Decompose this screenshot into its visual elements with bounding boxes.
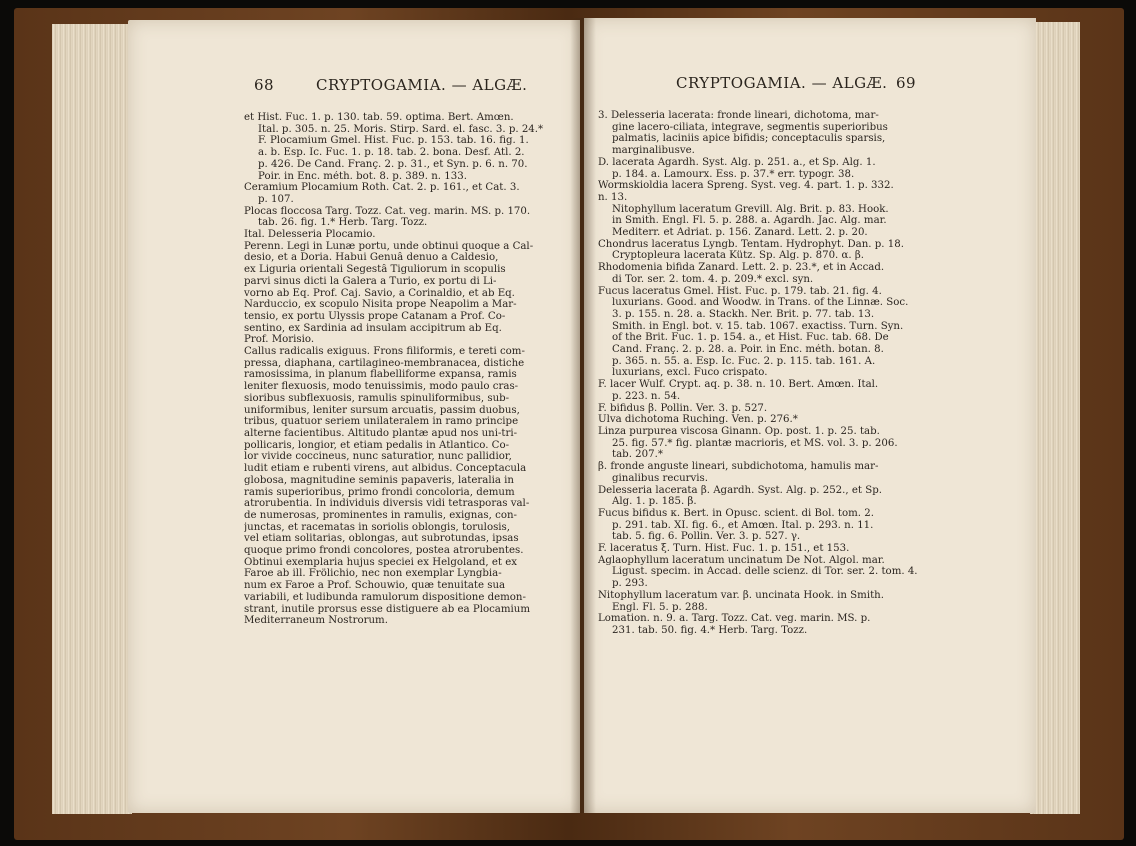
right-page-number: 69	[896, 74, 917, 92]
text-line: Mediterr. et Adriat. p. 156. Zanard. Lett. 2. p. 20.	[612, 227, 868, 239]
text-line: Fucus bifidus κ. Bert. in Opusc. scient. di Bol. tom. 2.	[598, 507, 874, 519]
text-line: tab. 26. fig. 1.* Herb. Targ. Tozz.	[258, 217, 428, 229]
text-line: num ex Faroe a Prof. Schouwio, quæ tenuitate sua	[244, 580, 506, 592]
text-line: alterne facientibus. Altitudo plantæ apud nos uni-tri-	[244, 427, 518, 439]
text-line: luxurians, excl. Fuco crispato.	[612, 367, 768, 379]
text-line: luxurians. Good. and Woodw. in Trans. of the Linnæ. Soc.	[612, 297, 909, 309]
text-line: gine lacero-ciliata, integrave, segmentis superioribus	[612, 121, 888, 133]
text-line: 3. Delesseria lacerata: fronde lineari, dichotoma, mar-	[598, 110, 879, 121]
text-line: Poir. in Enc. méth. bot. 8. p. 389. n. 133.	[258, 170, 467, 182]
text-line: Ligust. specim. in Accad. delle scienz. di Tor. ser. 2. tom. 4.	[612, 566, 918, 578]
right-page	[584, 18, 1036, 813]
text-line: Ital. Delesseria Plocamio.	[244, 229, 376, 241]
text-line: pressa, diaphana, cartilagineo-membranacea, distiche	[244, 357, 525, 369]
text-line: Prof. Morisio.	[244, 334, 315, 346]
text-line: leniter flexuosis, modo tenuissimis, modo paulo cras-	[244, 381, 519, 393]
text-line: F. Plocamium Gmel. Hist. Fuc. p. 153. tab. 16. fig. 1.	[258, 135, 529, 147]
page-edges-right	[1030, 22, 1080, 814]
text-line: p. 184. a. Lamourx. Ess. p. 37.* err. typogr. 38.	[612, 168, 855, 180]
text-line: globosa, magnitudine seminis papaveris, lateralia in	[244, 474, 514, 486]
left-page-number: 68	[254, 76, 275, 94]
text-line: quoque primo frondi concolores, postea atrorubentes.	[244, 545, 524, 557]
text-line: ludit etiam e rubenti virens, aut albidus. Conceptacula	[244, 463, 527, 475]
text-line: n. 13.	[598, 191, 628, 203]
text-line: p. 293.	[612, 578, 648, 590]
text-line: Cand. Franç. 2. p. 28. a. Poir. in Enc. méth. botan. 8.	[612, 344, 884, 356]
text-line: a. b. Esp. Ic. Fuc. 1. p. 18. tab. 2. bona. Desf. Atl. 2.	[258, 147, 525, 159]
text-line: 25. fig. 57.* fig. plantæ macrioris, et MS. vol. 3. p. 206.	[612, 437, 898, 449]
text-line: 231. tab. 50. fig. 4.* Herb. Targ. Tozz.	[612, 624, 808, 636]
text-line: 3. p. 155. n. 28. a. Stackh. Ner. Brit. p. 77. tab. 13.	[612, 308, 875, 320]
text-line: tribus, quatuor seriem unilateralem in ramo principe	[244, 416, 519, 428]
text-line: F. lacer Wulf. Crypt. aq. p. 38. n. 10. Bert. Amœn. Ital.	[598, 379, 879, 391]
text-line: Engl. Fl. 5. p. 288.	[612, 601, 708, 613]
text-line: Cryptopleura lacerata Kütz. Sp. Alg. p. 870. α. β.	[612, 250, 865, 262]
text-line: et Hist. Fuc. 1. p. 130. tab. 59. optima. Bert. Amœn.	[244, 112, 514, 123]
text-line: lor vivide coccineus, nunc saturatior, nunc pallidior,	[244, 451, 512, 463]
text-line: F. laceratus ξ. Turn. Hist. Fuc. 1. p. 151., et 153.	[598, 543, 850, 555]
text-line: vel etiam solitarias, oblongas, aut subrotundas, ipsas	[244, 533, 519, 545]
text-line: sioribus subflexuosis, ramulis spinuliformibus, sub-	[244, 392, 510, 404]
text-line: Chondrus laceratus Lyngb. Tentam. Hydrophyt. Dan. p. 18.	[598, 238, 904, 250]
text-line: ramosissima, in planum flabelliforme expansa, ramis	[244, 369, 517, 381]
text-line: Narduccio, ex scopulo Nisita prope Neapolim a Mar-	[244, 299, 517, 311]
text-line: in Smith. Engl. Fl. 5. p. 288. a. Agardh. Jac. Alg. mar.	[612, 215, 887, 227]
text-line: ramis superioribus, primo frondi concoloria, demum	[244, 486, 515, 498]
text-line: tab. 207.*	[612, 449, 663, 461]
text-line: p. 365. n. 55. a. Esp. Ic. Fuc. 2. p. 115. tab. 161. A.	[612, 355, 876, 367]
text-line: di Tor. ser. 2. tom. 4. p. 209.* excl. syn.	[612, 273, 814, 285]
text-line: Nitophyllum laceratum var. β. uncinata Hook. in Smith.	[598, 589, 884, 601]
text-line: Wormskioldia lacera Spreng. Syst. veg. 4. part. 1. p. 332.	[598, 180, 894, 192]
text-line: sentino, ex Sardinia ad insulam accipitrum ab Eq.	[244, 322, 502, 334]
text-line: Callus radicalis exiguus. Frons filiformis, e tereti com-	[244, 346, 525, 358]
text-line: palmatis, laciniis apice bifidis; conceptaculis sparsis,	[612, 133, 886, 145]
right-text-column	[598, 110, 924, 637]
text-line: p. 223. n. 54.	[612, 390, 681, 402]
text-line: Rhodomenia bifida Zanard. Lett. 2. p. 23.*, et in Accad.	[598, 262, 885, 274]
text-line: strant, inutile prorsus esse distiguere ab ea Plocamium	[244, 603, 531, 615]
text-line: Ital. p. 305. n. 25. Moris. Stirp. Sard. el. fasc. 3. p. 24.*	[258, 123, 544, 135]
text-line: Lomation. n. 9. a. Targ. Tozz. Cat. veg. marin. MS. p.	[598, 613, 871, 625]
text-line: Perenn. Legi in Lunæ portu, unde obtinui quoque a Cal-	[244, 240, 534, 252]
text-line: Aglaophyllum laceratum uncinatum De Not. Algol. mar.	[598, 554, 885, 566]
text-line: Obtinui exemplaria hujus speciei ex Helgoland, et ex	[244, 556, 518, 568]
text-line: Delesseria lacerata β. Agardh. Syst. Alg. p. 252., et Sp.	[598, 484, 882, 496]
text-line: atrorubentia. In individuis diversis vidi tetrasporas val-	[244, 498, 530, 510]
text-line: tab. 5. fig. 6. Pollin. Ver. 3. p. 527. γ.	[612, 531, 801, 543]
text-line: pollicaris, longior, et etiam pedalis in Atlantico. Co-	[244, 439, 510, 451]
text-line: Fucus laceratus Gmel. Hist. Fuc. p. 179. tab. 21. fig. 4.	[598, 285, 882, 297]
text-line: Plocas floccosa Targ. Tozz. Cat. veg. marin. MS. p. 170.	[244, 205, 531, 217]
left-text-column	[244, 112, 570, 627]
text-line: uniformibus, leniter sursum arcuatis, passim duobus,	[244, 404, 520, 416]
text-line: de numerosas, prominentes in ramulis, exignas, con-	[244, 509, 517, 521]
right-running-title: CRYPTOGAMIA. — ALGÆ.	[676, 74, 888, 92]
text-line: marginalibusve.	[612, 145, 695, 157]
text-line: variabili, et ludibunda ramulorum dispositione demon-	[244, 591, 526, 603]
text-line: Ceramium Plocamium Roth. Cat. 2. p. 161., et Cat. 3.	[244, 182, 520, 194]
text-line: Alg. 1. p. 185. β.	[612, 496, 697, 508]
text-line: junctas, et racematas in soriolis oblongis, torulosis,	[244, 521, 511, 533]
text-line: Nitophyllum laceratum Grevill. Alg. Brit. p. 83. Hook.	[612, 203, 889, 215]
text-line: tensio, ex portu Ulyssis prope Catanam a Prof. Co-	[244, 310, 506, 322]
text-line: ex Liguria orientali Segestâ Tiguliorum in scopulis	[244, 264, 506, 276]
text-line: p. 291. tab. XI. fig. 6., et Amœn. Ital. p. 293. n. 11.	[612, 519, 874, 531]
text-line: Linza purpurea viscosa Ginann. Op. post. 1. p. 25. tab.	[598, 425, 880, 437]
left-running-title: CRYPTOGAMIA. — ALGÆ.	[316, 76, 528, 94]
text-line: Smith. in Engl. bot. v. 15. tab. 1067. exactiss. Turn. Syn.	[612, 320, 904, 332]
text-line: desio, et a Doria. Habui Genuâ denuo a Caldesio,	[244, 252, 499, 264]
text-line: Mediterraneum Nostrorum.	[244, 615, 388, 627]
text-line: of the Brit. Fuc. 1. p. 154. a., et Hist. Fuc. tab. 68. De	[612, 332, 889, 344]
text-line: p. 107.	[258, 193, 294, 205]
text-line: β. fronde anguste lineari, subdichotoma, hamulis mar-	[598, 461, 879, 473]
left-page	[128, 20, 580, 813]
text-line: ginalibus recurvis.	[612, 472, 708, 484]
text-line: Ulva dichotoma Ruching. Ven. p. 276.*	[598, 414, 798, 426]
text-line: Faroe ab ill. Frölichio, nec non exemplar Lyngbia-	[244, 568, 502, 580]
page-edges-left	[52, 24, 132, 814]
text-line: p. 426. De Cand. Franç. 2. p. 31., et Syn. p. 6. n. 70.	[258, 158, 528, 170]
book-gutter	[570, 18, 596, 813]
text-line: F. bifidus β. Pollin. Ver. 3. p. 527.	[598, 402, 768, 414]
text-line: D. lacerata Agardh. Syst. Alg. p. 251. a., et Sp. Alg. 1.	[598, 156, 876, 168]
text-line: vorno ab Eq. Prof. Caj. Savio, a Corinaldio, et ab Eq.	[244, 287, 515, 299]
text-line: parvi sinus dicti la Galera a Turio, ex portu di Li-	[244, 275, 497, 287]
